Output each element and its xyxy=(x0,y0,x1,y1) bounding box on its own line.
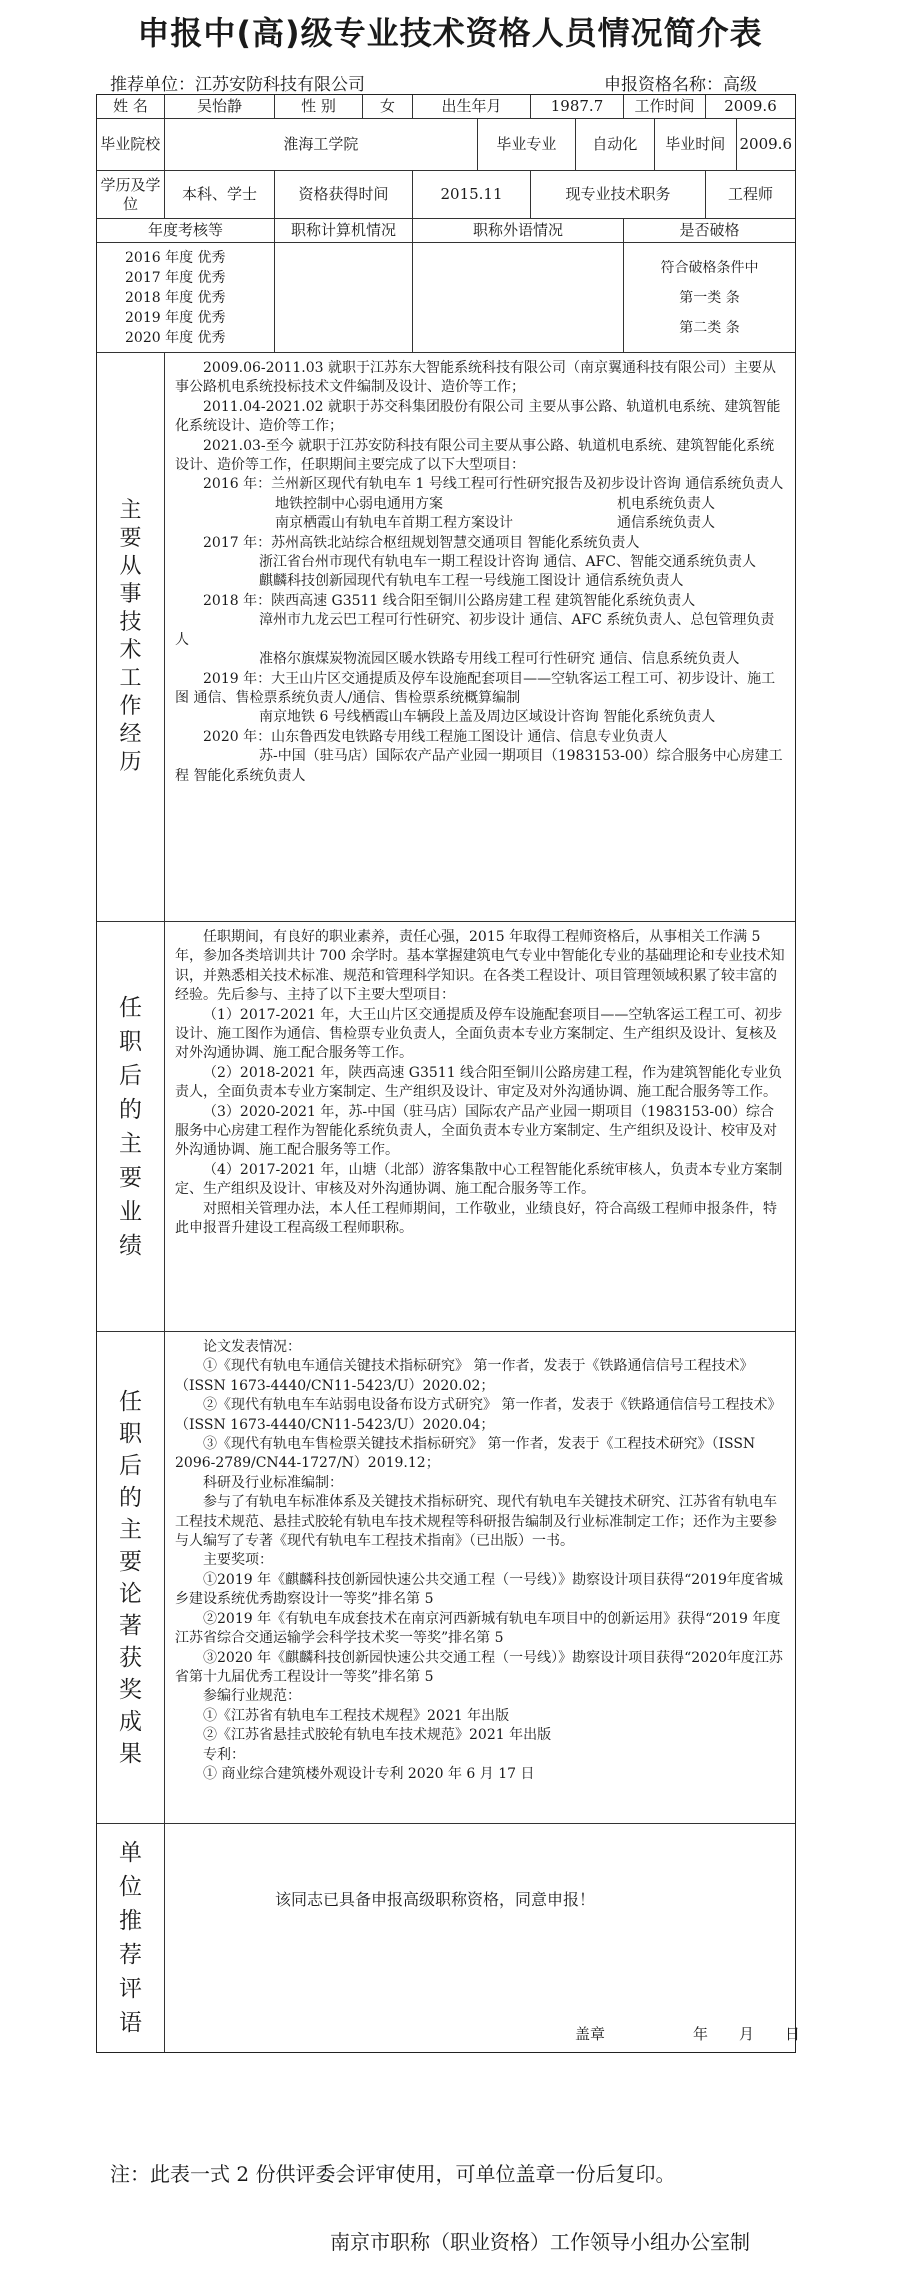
major-label: 毕业专业 xyxy=(478,119,575,170)
gender-label: 性 别 xyxy=(275,95,363,118)
basic-row-1 xyxy=(97,95,795,119)
papers-line: 专利： xyxy=(203,1746,245,1763)
school-label: 毕业院校 xyxy=(97,119,165,170)
basic-row-3 xyxy=(97,171,795,219)
papers-body xyxy=(165,1332,795,1823)
qual-time-value: 2015.11 xyxy=(413,171,531,218)
basic-row-2 xyxy=(97,119,795,171)
recommending-unit: 推荐单位：江苏安防科技有限公司 xyxy=(110,75,365,95)
papers-line: 主要奖项： xyxy=(203,1552,273,1569)
experience-paragraph: 准格尔旗煤炭物流园区暖水铁路专用线工程可行性研究 通信、信息系统负责人 xyxy=(259,651,740,668)
month-label: 月 xyxy=(739,2025,755,2044)
annual-item: 2020 年度 优秀 xyxy=(125,329,226,346)
experience-paragraph: 浙江省台州市现代有轨电车一期工程设计咨询 通信、AFC、智能交通系统负责人 xyxy=(259,554,756,571)
current-title-value: 工程师 xyxy=(727,185,773,204)
language-value xyxy=(413,243,624,352)
exception-line: 第一类 条 xyxy=(679,289,740,306)
assessment-row xyxy=(97,243,795,353)
papers-line: 参与了有轨电车标准体系及关键技术指标研究、现代有轨电车关键技术研究、江苏省有轨电车工程技术规范、悬挂式胶轮有轨电车技术规程等科研报告编制及行业标准制定工作；还作为主要参与人编写了专著《现代有轨电车工程技术指南》（已出版）一书。 xyxy=(175,1494,777,1550)
papers-line: 科研及行业标准编制： xyxy=(203,1474,343,1491)
experience-paragraph: 2017 年：苏州高铁北站综合枢纽规划智慧交通项目 智能化系统负责人 xyxy=(203,534,640,551)
major-value: 自动化 xyxy=(576,119,655,170)
birth-value: 1987.7 xyxy=(531,95,624,118)
current-title-label: 现专业技术职务 xyxy=(531,171,706,218)
exception-line: 第二类 条 xyxy=(679,319,740,336)
page-title: 申报中(高)级专业技术资格人员情况简介表 xyxy=(137,14,763,52)
experience-pair: 地铁控制中心弱电通用方案 机电系统负责人 xyxy=(275,495,715,512)
papers-line: ① 商业综合建筑楼外观设计专利 2020 年 6 月 17 日 xyxy=(203,1765,535,1782)
papers-section xyxy=(97,1332,795,1824)
papers-line: ①2019 年《麒麟科技创新园快速公共交通工程（一号线）》勘察设计项目获得“2019年度省城乡建设系统优秀勘察设计一等奖”排名第 5 xyxy=(175,1571,783,1608)
annual-item: 2017 年度 优秀 xyxy=(125,269,226,286)
note: 注：此表一式 2 份供评委会评审使用，可单位盖章一份后复印。 xyxy=(110,2162,676,2186)
experience-paragraph: 2009.06-2011.03 就职于江苏东大智能系统科技有限公司（南京翼通科技有限公司）主要从事公路机电系统投标技术文件编制及设计、造价等工作； xyxy=(175,360,776,396)
papers-line: ②《江苏省悬挂式胶轮有轨电车技术规范》2021 年出版 xyxy=(203,1727,552,1744)
annual-item: 2019 年度 优秀 xyxy=(125,309,226,326)
birth-label: 出生年月 xyxy=(413,95,531,118)
experience-paragraph: 2018 年：陕西高速 G3511 线合阳至铜川公路房建工程 建筑智能化系统负责人 xyxy=(203,592,696,609)
computer-header: 职称计算机情况 xyxy=(275,219,413,242)
papers-line: ①《江苏省有轨电车工程技术规程》2021 年出版 xyxy=(203,1707,510,1724)
exception-value xyxy=(624,243,795,352)
experience-paragraph: 南京地铁 6 号线栖霞山车辆段上盖及周边区域设计咨询 智能化系统负责人 xyxy=(259,709,716,726)
performance-section xyxy=(97,922,795,1332)
recommendation-section xyxy=(97,1824,801,2052)
degree-label: 学历及学位 xyxy=(97,171,165,218)
work-time-value: 2009.6 xyxy=(724,97,777,116)
recommendation-body xyxy=(165,1824,801,2052)
experience-body xyxy=(165,353,795,921)
computer-value xyxy=(275,243,413,352)
language-header: 职称外语情况 xyxy=(413,219,624,242)
performance-paragraph: （2）2018-2021 年，陕西高速 G3511 线合阳至铜川公路房建工程，作为建筑智能化专业负责人，全面负责本专业方案制定、生产组织及设计、审定及对外沟通协调、施工配合服务等工作。 xyxy=(175,1064,783,1101)
day-label: 日 xyxy=(785,2025,801,2044)
qual-time-label: 资格获得时间 xyxy=(275,171,413,218)
qualification-name: 申报资格名称：高级 xyxy=(604,75,757,95)
experience-paragraph: 麒麟科技创新园现代有轨电车工程一号线施工图设计 通信系统负责人 xyxy=(259,573,684,590)
performance-paragraph: 对照相关管理办法，本人任工程师期间，工作敬业，业绩良好，符合高级工程师申报条件，特此申报晋升建设工程高级工程师职称。 xyxy=(175,1200,777,1237)
recommendation-label: 单 位 推 荐 评 语 xyxy=(97,1824,165,2052)
info-table xyxy=(96,94,801,2053)
papers-label: 任 职 后 的 主 要 论 著 获 奖 成 果 xyxy=(97,1332,165,1823)
assessment-header-row xyxy=(97,219,795,243)
grad-time-label: 毕业时间 xyxy=(655,119,736,170)
performance-paragraph: （3）2020-2021 年，苏-中国（驻马店）国际农产品产业园一期项目（1983153-00）综合服务中心房建工程作为智能化系统负责人，全面负责本专业方案制定、生产组织及设计、校审及对外沟通协调、施工配合服务等工作。 xyxy=(175,1103,777,1159)
experience-paragraph: 苏-中国（驻马店）国际农产品产业园一期项目（1983153-00）综合服务中心房建工程 智能化系统负责人 xyxy=(175,748,783,784)
experience-label: 主 要 从 事 技 术 工 作 经 历 xyxy=(97,353,165,921)
annual-header: 年度考核等 xyxy=(97,219,275,242)
papers-line: 论文发表情况： xyxy=(203,1339,301,1355)
recommendation-text: 该同志已具备申报高级职称资格，同意申报！ xyxy=(275,1890,596,1909)
gender-value: 女 xyxy=(363,95,413,118)
papers-line: ③2020 年《麒麟科技创新园快速公共交通工程（一号线）》勘察设计项目获得“2020年度江苏省第十九届优秀工程设计一等奖”排名第 5 xyxy=(175,1649,783,1685)
experience-section xyxy=(97,353,795,922)
experience-paragraph: 2019 年：大王山片区交通提质及停车设施配套项目——空轨客运工程工可、初步设计、施工图 通信、售检票系统负责人/通信、售检票系统概算编制 xyxy=(175,670,776,706)
exception-header: 是否破格 xyxy=(679,221,740,240)
performance-paragraph: 任职期间，有良好的职业素养，责任心强，2015 年取得工程师资格后，从事相关工作满 5 年，参加各类培训共计 700 余学时。基本掌握建筑电气专业中智能化专业的基础理论和专业技术知识，并熟悉相关技术标准、规范和管理科学知识。在各类工程设计、项目管理领域积累了较丰富的经验。先后参与、主持了以下主要大型项目： xyxy=(175,929,785,1004)
papers-line: ①《现代有轨电车通信关键技术指标研究》 第一作者，发表于《铁路通信信号工程技术》（ISSN 1673-4440/CN11-5423/U）2020.02； xyxy=(175,1358,754,1394)
grad-time-value: 2009.6 xyxy=(739,135,792,154)
performance-paragraph: （1）2017-2021 年，大王山片区交通提质及停车设施配套项目——空轨客运工程工可、初步设计、施工图作为通信、售检票专业负责人，全面负责本专业方案制定、生产组织及设计、复核及对外沟通协调、施工配合服务等工作。 xyxy=(175,1006,783,1062)
annual-item: 2018 年度 优秀 xyxy=(125,289,226,306)
school-value: 淮海工学院 xyxy=(165,119,479,170)
annual-item: 2016 年度 优秀 xyxy=(125,249,226,266)
experience-paragraph: 2020 年：山东鲁西发电铁路专用线工程施工图设计 通信、信息专业负责人 xyxy=(203,728,668,745)
papers-line: ③《现代有轨电车售检票关键技术指标研究》 第一作者，发表于《工程技术研究》（ISSN 2096-2789/CN44-1727/N）2019.12； xyxy=(175,1436,756,1472)
degree-value: 本科、学士 xyxy=(165,171,275,218)
work-time-label: 工作时间 xyxy=(624,95,706,118)
papers-line: ②2019 年《有轨电车成套技术在南京河西新城有轨电车项目中的创新运用》获得“2019 年度江苏省综合交通运输学会科学技术奖一等奖”排名第 5 xyxy=(175,1610,781,1647)
papers-line: ②《现代有轨电车车站弱电设备布设方式研究》 第一作者，发表于《铁路通信信号工程技术》（ISSN 1673-4440/CN11-5423/U）2020.04； xyxy=(175,1397,782,1433)
experience-paragraph: 2016 年：兰州新区现代有轨电车 1 号线工程可行性研究报告及初步设计咨询 通信系统负责人 xyxy=(203,476,784,493)
experience-paragraph: 2021.03-至今 就职于江苏安防科技有限公司主要从事公路、轨道机电系统、建筑智能化系统设计、造价等工作，任职期间主要完成了以下大型项目： xyxy=(175,437,775,474)
papers-line: 参编行业规范： xyxy=(203,1688,301,1705)
performance-paragraph: （4）2017-2021 年，山塘（北部）游客集散中心工程智能化系统审核人，负责本专业方案制定、生产组织及设计、审核及对外沟通协调、施工配合服务等工作。 xyxy=(175,1161,783,1198)
experience-pair: 南京栖霞山有轨电车首期工程方案设计 通信系统负责人 xyxy=(275,515,715,532)
performance-body xyxy=(165,922,795,1331)
exception-line: 符合破格条件中 xyxy=(660,259,759,276)
experience-paragraph: 漳州市九龙云巴工程可行性研究、初步设计 通信、AFC 系统负责人、总包管理负责人 xyxy=(175,612,775,648)
annual-list xyxy=(97,243,275,352)
performance-label: 任 职 后 的 主 要 业 绩 xyxy=(97,922,165,1331)
experience-paragraph: 2011.04-2021.02 就职于苏交科集团股份有限公司 主要从事公路、轨道机电系统、建筑智能化系统设计、造价等工作； xyxy=(175,398,781,435)
footer: 南京市职称（职业资格）工作领导小组办公室制 xyxy=(330,2230,750,2254)
year-label: 年 xyxy=(693,2025,709,2044)
seal-label: 盖章 xyxy=(575,2025,606,2044)
name-value: 吴怡静 xyxy=(165,95,275,118)
name-label: 姓 名 xyxy=(97,95,165,118)
